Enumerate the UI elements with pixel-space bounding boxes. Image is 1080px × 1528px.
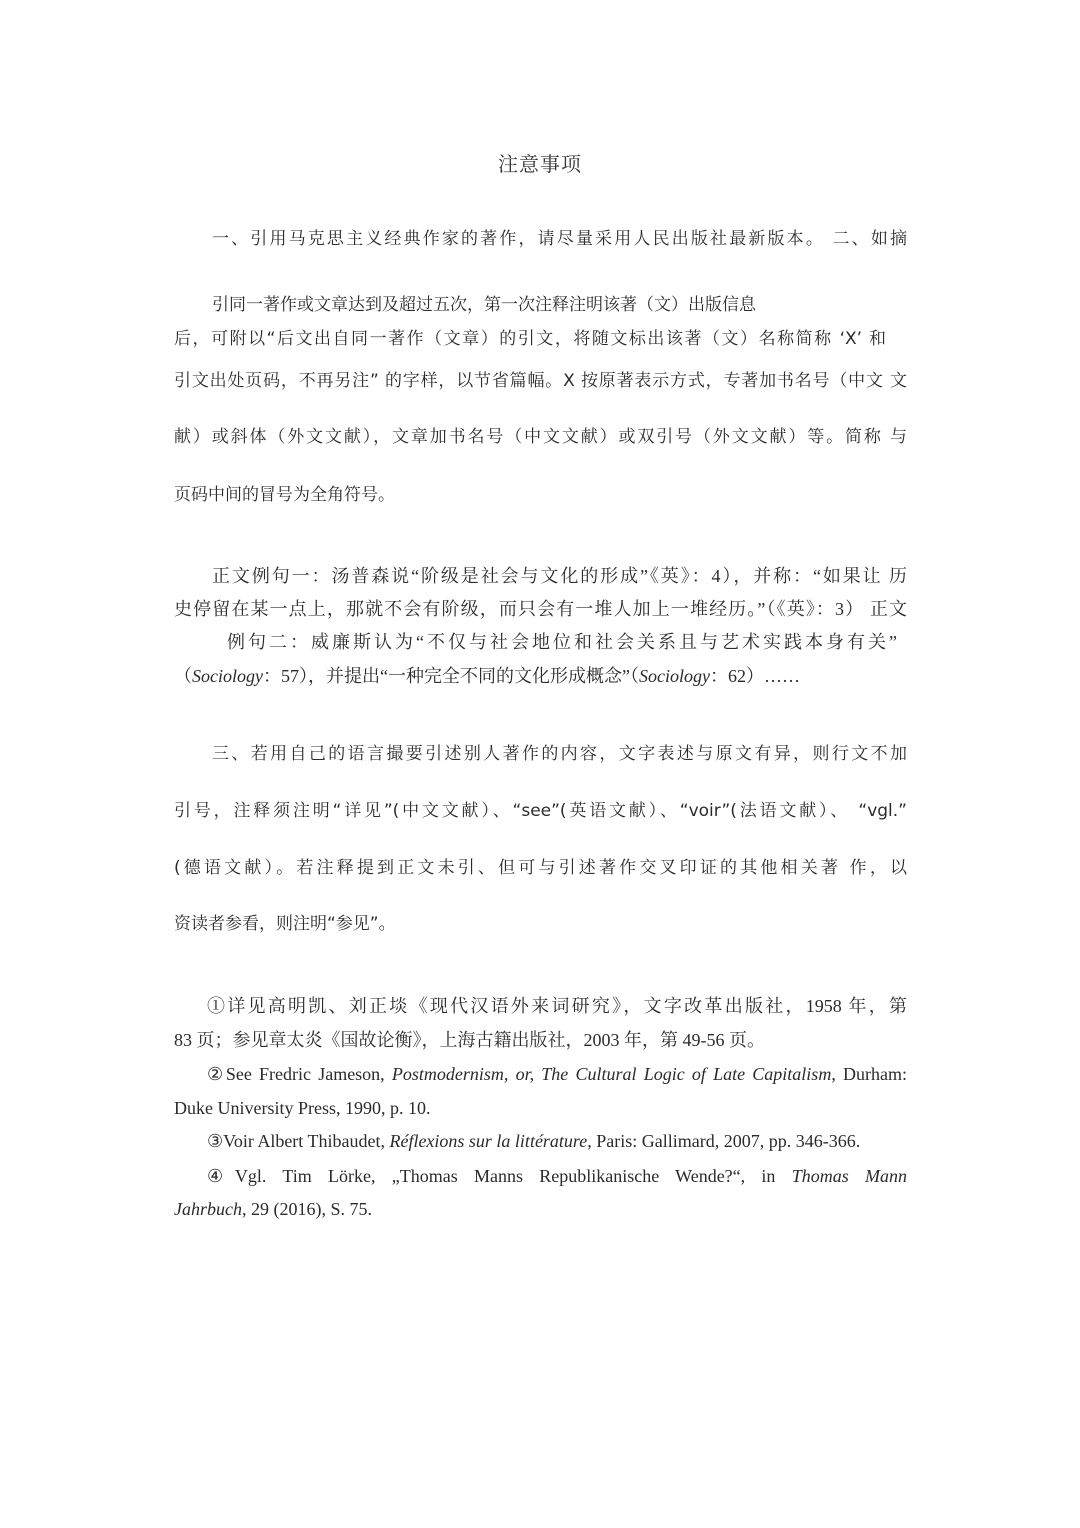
para3-line3: (德语文献）。若注释提到正文未引、但可与引述著作交叉印证的其他相关著 作，以 <box>174 858 907 878</box>
footnote-2-line2: Duke University Press, 1990, p. 10. <box>174 1098 431 1118</box>
footnote-3-part-a: ③Voir Albert Thibaudet, <box>207 1131 390 1151</box>
footnote-4-part-b: , 29 (2016), S. 75. <box>241 1199 372 1219</box>
para1-line5: 献）或斜体（外文文献），文章加书名号（中文文献）或双引号（外文文献）等。简称 与 <box>174 427 907 447</box>
para3-line4: 资读者参看，则注明“参见”。 <box>174 914 396 934</box>
footnote-1-line1: ①详见高明凯、刘正埮《现代汉语外来词研究》，文字改革出版社，1958 年，第 <box>207 996 907 1016</box>
para1-line2: 引同一著作或文章达到及超过五次，第一次注释注明该著（文）出版信息 <box>212 295 756 315</box>
example-line4-part-c: ：57），并提出“一种完全不同的文化形成概念”（ <box>262 666 639 686</box>
footnote-2-part-c: , Durham: <box>831 1064 908 1084</box>
example-line4-part-a: （ <box>174 666 192 686</box>
footnote-3-title: Réflexions sur la littérature <box>389 1131 588 1151</box>
footnote-2-part-a: ②See Fredric Jameson, <box>207 1064 392 1084</box>
footnote-4-journal-cont: Jahrbuch <box>174 1199 242 1219</box>
example-line1: 正文例句一：汤普森说“阶级是社会与文化的形成”《英》：4），并称：“如果让 历 <box>212 566 907 586</box>
para3-line1: 三、若用自己的语言撮要引述别人著作的内容，文字表述与原文有异，则行文不加 <box>212 744 907 764</box>
example-line4-italic-2: Sociology <box>638 666 710 686</box>
footnote-3 <box>207 1132 907 1150</box>
footnote-4-line1 <box>207 1167 907 1185</box>
footnote-1-line2: 83 页；参见章太炎《国故论衡》，上海古籍出版社，2003 年，第 49-56 页。 <box>174 1030 765 1050</box>
para1-line6: 页码中间的冒号为全角符号。 <box>174 485 395 505</box>
para1-line3: 后，可附以“后文出自同一著作（文章）的引文，将随文标出该著（文）名称简称 ‘X’ 和 <box>174 329 886 349</box>
footnote-4-line2 <box>174 1200 907 1218</box>
example-line4 <box>174 667 907 685</box>
example-line4-italic-1: Sociology <box>192 666 263 686</box>
example-line2: 史停留在某一点上，那就不会有阶级，而只会有一堆人加上一堆经历。”（《英》：3） 正文 <box>174 599 907 619</box>
footnote-3-part-c: , Paris: Gallimard, 2007, pp. 346-366. <box>587 1131 861 1151</box>
example-line4-part-e: ：62）…… <box>709 666 800 686</box>
para1-line1: 一、引用马克思主义经典作家的著作，请尽量采用人民出版社最新版本。 二、如摘 <box>212 229 907 249</box>
footnote-4-part-a: ④Vgl. Tim Lörke, „Thomas Manns Republikanische Wende?“, in <box>207 1166 792 1186</box>
para1-line4: 引文出处页码，不再另注” 的字样，以节省篇幅。X 按原著表示方式，专著加书名号（中文 文 <box>174 371 907 391</box>
footnote-2-title: Postmodernism, or, The Cultural Logic of Late Capitalism <box>391 1064 832 1084</box>
footnote-4-journal: Thomas Mann <box>791 1166 907 1186</box>
footnote-2-line1 <box>207 1065 907 1083</box>
page-title: 注意事项 <box>498 152 582 176</box>
para3-line2: 引号，注释须注明“详见”(中文文献）、“see”(英语文献）、“voir”(法语文献）、 “vgl.” <box>174 801 907 821</box>
example-line3: 例句二：威廉斯认为“不仅与社会地位和社会关系且与艺术实践本身有关” <box>227 632 897 652</box>
